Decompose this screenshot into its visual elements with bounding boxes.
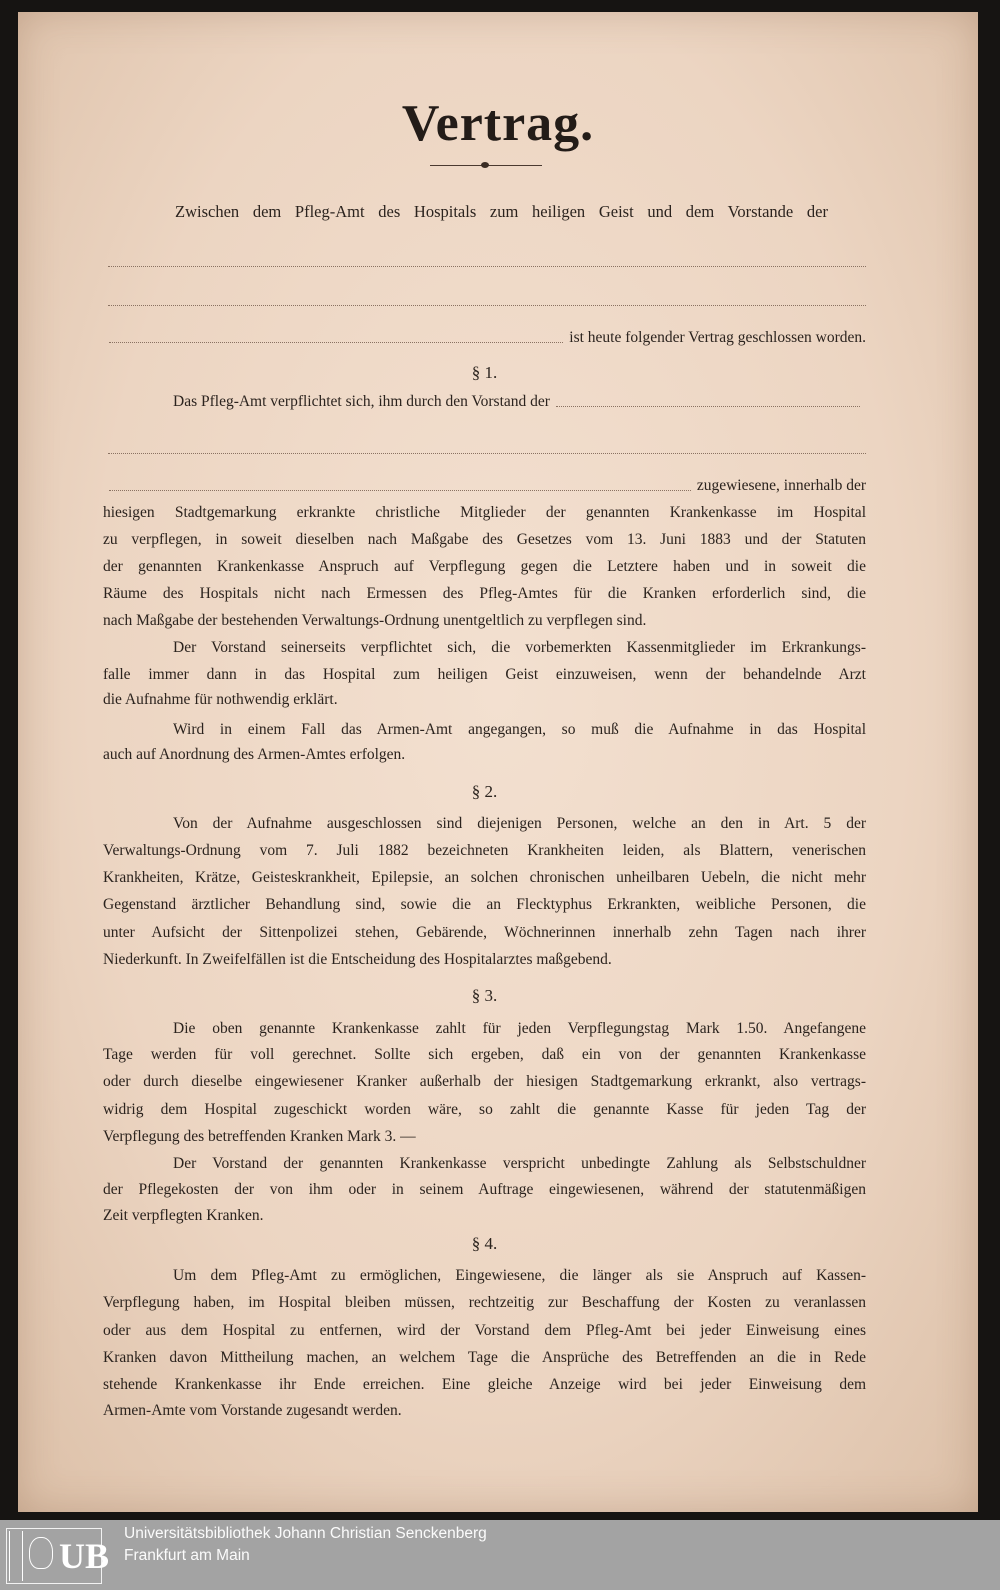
blank-fill-line (109, 342, 563, 343)
section-heading: § 2. (471, 782, 498, 801)
text-line: der Pflegekosten der von ihm oder in seinem Auftrage eingewiesenen, während der statutenmäßigen (103, 1181, 866, 1198)
document-title: Vertrag. (401, 95, 595, 152)
text-line: Verpflegung des betreffenden Kranken Mark 3. — (103, 1128, 416, 1145)
section-heading: § 1. (471, 363, 498, 382)
text-line: oder aus dem Hospital zu entfernen, wird der Vorstand dem Pfleg-Amt bei jeder Einweisung eines (103, 1322, 866, 1339)
text-line: Gegenstand ärztlicher Behandlung sind, sowie die an Flecktyphus Erkrankten, weibliche Personen, die (103, 896, 866, 913)
text-line: oder durch dieselbe eingewiesener Kranker außerhalb der hiesigen Stadtgemarkung erkrankt, also vertrags- (103, 1073, 866, 1090)
text-line: zu verpflegen, in soweit dieselben nach Maßgabe des Gesetzes vom 13. Juni 1883 und der Statuten (103, 531, 866, 548)
section-heading: § 3. (471, 986, 498, 1005)
title-ornament (481, 162, 489, 168)
text-line: auch auf Anordnung des Armen-Amtes erfolgen. (103, 746, 406, 763)
text-line: Von der Aufnahme ausgeschlossen sind diejenigen Personen, welche an den in Art. 5 der (173, 815, 866, 832)
text-line: der genannten Krankenkasse Anspruch auf Verpflegung gegen die Letztere haben und in soweit die (103, 558, 866, 575)
text-line: Der Vorstand der genannten Krankenkasse verspricht unbedingte Zahlung als Selbstschuldner (173, 1155, 866, 1172)
text-line: Armen-Amte vom Vorstande zugesandt werden. (103, 1402, 402, 1419)
text-line: ist heute folgender Vertrag geschlossen worden. (103, 328, 866, 348)
blank-fill-line (108, 305, 866, 306)
text-line: Verwaltungs-Ordnung vom 7. Juli 1882 bezeichneten Krankheiten leiden, als Blattern, venerischen (103, 842, 866, 859)
blank-fill-line (108, 266, 866, 267)
library-name: Universitätsbibliothek Johann Christian Senckenberg (124, 1525, 487, 1542)
text-line: Zeit verpflegten Kranken. (103, 1207, 264, 1224)
ub-logo: UB (6, 1528, 102, 1584)
text-line: Der Vorstand seinerseits verpflichtet sich, die vorbemerkten Kassenmitglieder im Erkrankungs- (173, 639, 866, 656)
text-line: Die oben genannte Krankenkasse zahlt für jeden Verpflegungstag Mark 1.50. Angefangene (173, 1020, 866, 1037)
text-line: Räume des Hospitals nicht nach Ermessen des Pfleg-Amtes für die Kranken erforderlich sind, die (103, 585, 866, 602)
text-line: Zwischen dem Pfleg-Amt des Hospitals zum heiligen Geist und dem Vorstande der (175, 202, 828, 221)
text-line: widrig dem Hospital zugeschickt worden wäre, so zahlt die genannte Kasse für jeden Tag der (103, 1101, 866, 1118)
text-line: Tage werden für voll gerechnet. Sollte sich ergeben, daß ein von der genannten Krankenkasse (103, 1046, 866, 1063)
text-line: unter Aufsicht der Sittenpolizei stehen, Gebärende, Wöchnerinnen innerhalb zehn Tagen nach ihrer (103, 924, 866, 941)
text-line: hiesigen Stadtgemarkung erkrankte christliche Mitglieder der genannten Krankenkasse im Hospital (103, 504, 866, 521)
blank-fill-line (109, 490, 691, 491)
text-line: falle immer dann in das Hospital zum heiligen Geist einzuweisen, wenn der behandelnde Arzt (103, 666, 866, 683)
text-line: Verpflegung haben, im Hospital bleiben müssen, rechtzeitig zur Beschaffung der Kosten zu veranlassen (103, 1294, 866, 1311)
text-line: Niederkunft. In Zweifelfällen ist die Entscheidung des Hospitalarztes maßgebend. (103, 951, 612, 968)
text-line: Wird in einem Fall das Armen-Amt angegangen, so muß die Aufnahme in das Hospital (173, 721, 866, 738)
section-heading: § 4. (471, 1234, 498, 1253)
text-line: Krankheiten, Krätze, Geisteskrankheit, Epilepsie, an solchen chronischen unheilbaren Uebeln, die nicht mehr (103, 869, 866, 886)
library-footer (0, 1520, 1000, 1590)
text-line: Kranken davon Mittheilung machen, an welchem Tage die Ansprüche des Betreffenden an die in Rede (103, 1349, 866, 1366)
text-line: zugewiesene, innerhalb der (103, 476, 866, 496)
text-line: nach Maßgabe der bestehenden Verwaltungs-Ordnung unentgeltlich zu verpflegen sind. (103, 612, 647, 629)
text-line: die Aufnahme für nothwendig erklärt. (103, 691, 338, 708)
blank-fill-line (108, 453, 866, 454)
blank-fill-line (556, 406, 860, 407)
library-location: Frankfurt am Main (124, 1547, 250, 1564)
text-line: stehende Krankenkasse ihr Ende erreichen. Eine gleiche Anzeige wird bei jeder Einweisung dem (103, 1376, 866, 1393)
text-line: Um dem Pfleg-Amt zu ermöglichen, Eingewiesene, die länger als sie Anspruch auf Kassen- (173, 1267, 866, 1284)
text-line: Das Pfleg-Amt verpflichtet sich, ihm durch den Vorstand der (173, 392, 866, 412)
document-page (18, 12, 978, 1512)
